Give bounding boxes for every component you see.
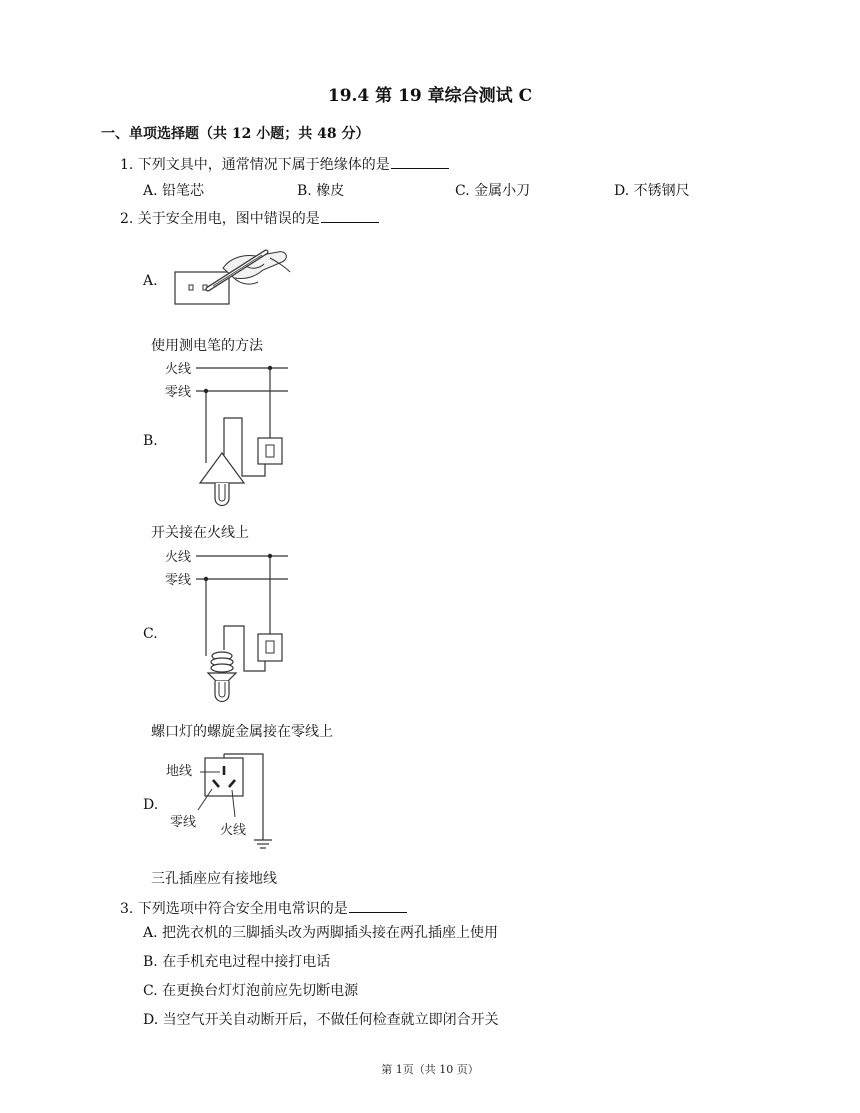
q2-option-a-caption: 使用测电笔的方法 [151,338,263,354]
bulb-icon [215,681,229,702]
q3-option-d: D. 当空气开关自动断开后，不做任何检查就立即闭合开关 [143,1012,499,1028]
q1-option-a: A. 铅笔芯 [143,183,205,199]
q2-option-a-label: A. [143,273,158,289]
q3-option-b: B. 在手机充电过程中接打电话 [143,954,331,970]
page-footer: 第 1页（共 10 页） [381,1063,479,1076]
answer-blank [349,898,407,913]
answer-blank [321,208,379,223]
question-1-stem: 1. 下列文具中，通常情况下属于绝缘体的是 [120,157,390,173]
switch-icon [258,438,282,464]
live-wire-label: 火线 [165,362,192,377]
neutral-wire-label: 零线 [165,573,192,588]
page-title: 19.4 第 19 章综合测试 C [327,86,533,106]
bulb-icon [215,483,229,506]
answer-blank [391,154,449,169]
q2-option-d-caption: 三孔插座应有接地线 [151,871,277,887]
section-heading: 一、单项选择题（共 12 小题；共 48 分） [101,126,370,142]
live-wire-label: 火线 [165,550,192,565]
q2-option-b-caption: 开关接在火线上 [151,525,249,541]
test-pen-figure [168,240,298,320]
q3-option-a: A. 把洗衣机的三脚插头改为两脚插头接在两孔插座上使用 [143,925,499,941]
question-3-stem: 3. 下列选项中符合安全用电常识的是 [120,901,348,917]
q1-option-c: C. 金属小刀 [455,183,531,199]
question-2 [120,208,379,228]
q2-option-b-label: B. [143,433,158,449]
switch-on-live-wire-figure [160,358,300,513]
q2-option-d-label: D. [143,797,159,813]
socket-plate [175,272,229,304]
q2-option-c-label: C. [143,626,158,642]
q1-option-d: D. 不锈钢尺 [614,183,690,199]
three-hole-socket-figure [160,748,280,858]
socket-hole [189,285,193,290]
q3-option-c: C. 在更换台灯灯泡前应先切断电源 [143,983,359,999]
lamp-holder [200,453,244,483]
live-wire-label: 火线 [220,823,247,838]
q1-option-b: B. 橡皮 [297,183,345,199]
neutral-wire-label: 零线 [170,815,197,830]
ground-wire-label: 地线 [166,764,193,779]
switch-icon [258,634,282,661]
screw-lamp-figure [160,546,300,711]
q2-option-c-caption: 螺口灯的螺旋金属接在零线上 [151,724,333,740]
question-3 [120,898,407,918]
question-2-stem: 2. 关于安全用电，图中错误的是 [120,211,320,227]
neutral-wire-label: 零线 [165,385,192,400]
question-1 [120,154,449,174]
